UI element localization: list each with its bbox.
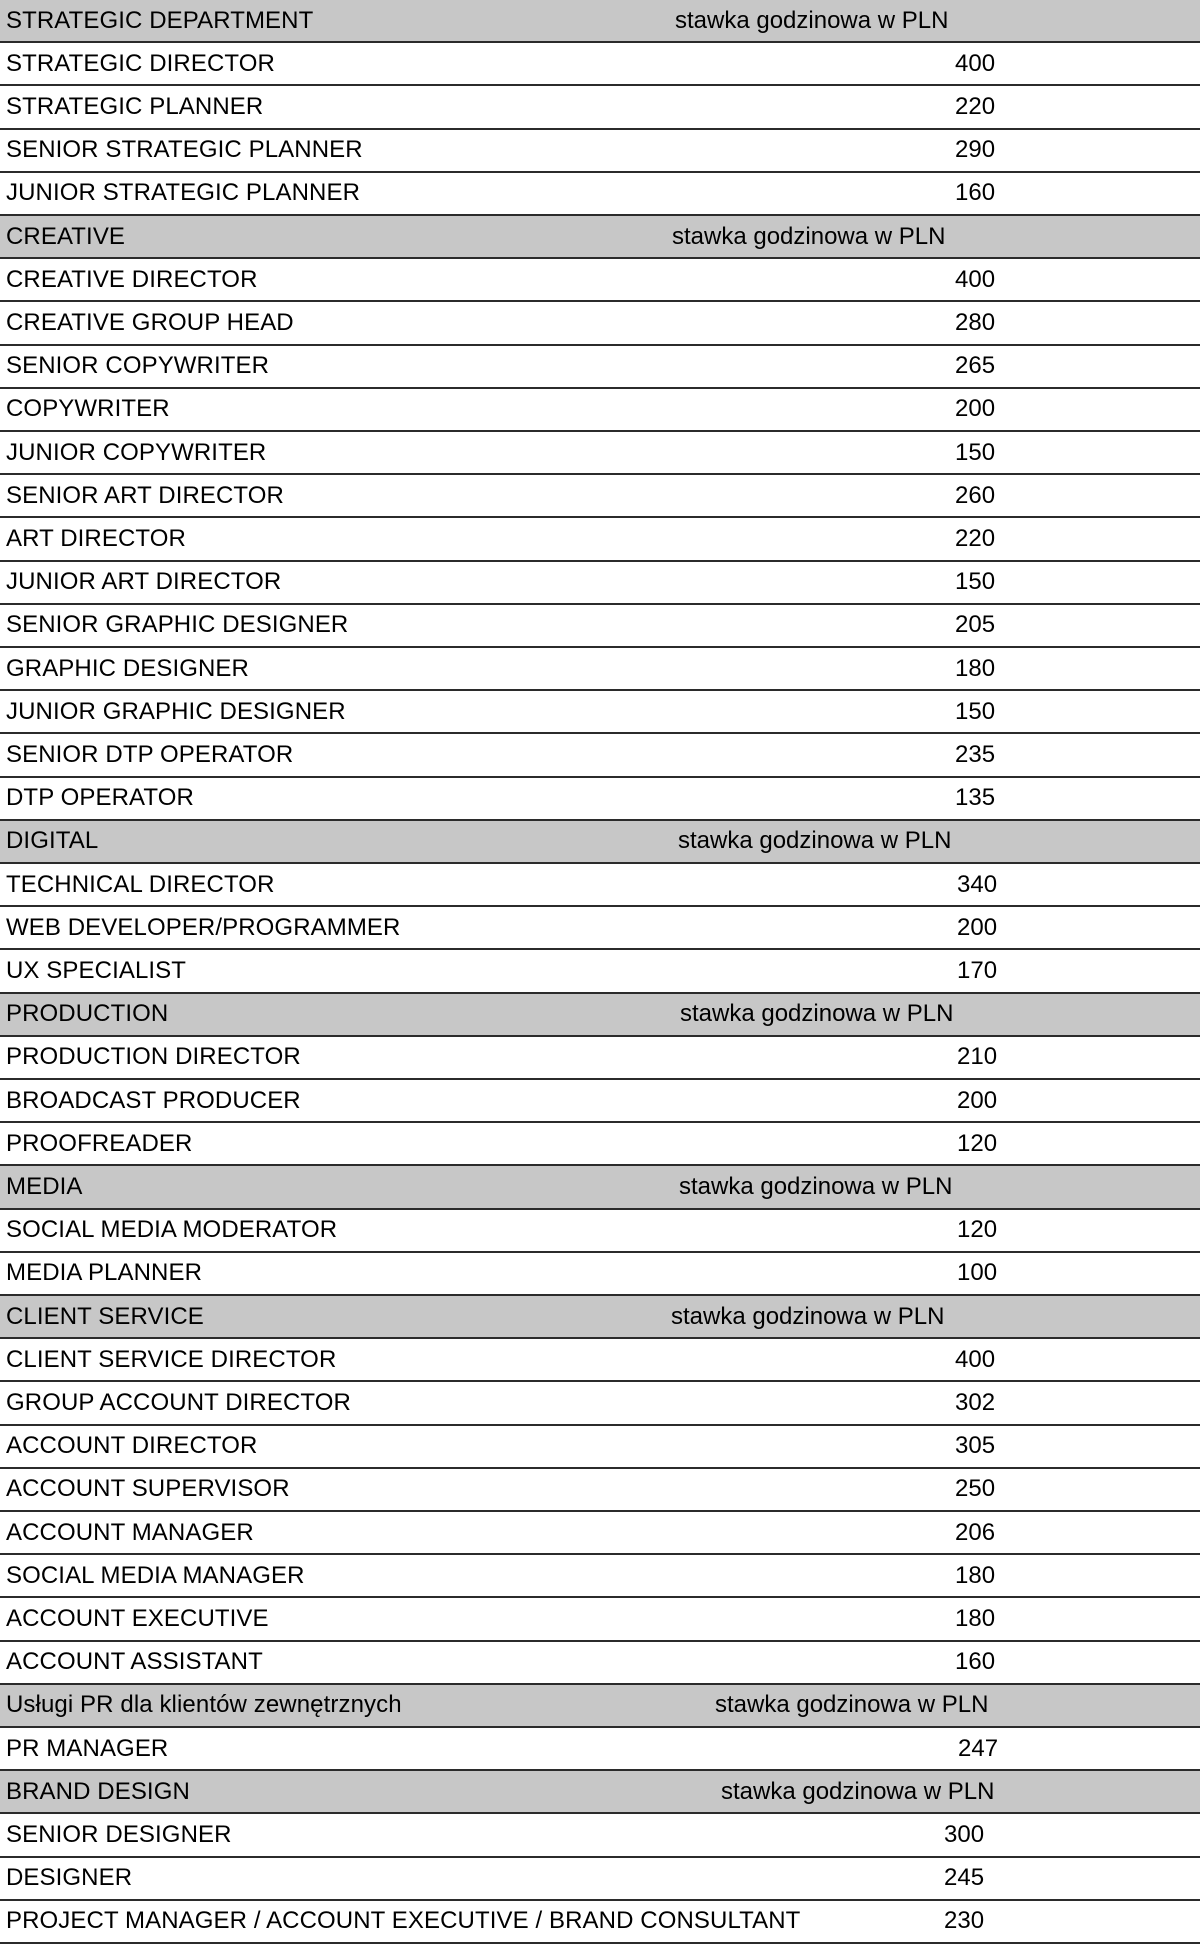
hourly-rate: 245 xyxy=(944,1864,985,1892)
role-name: JUNIOR GRAPHIC DESIGNER xyxy=(6,697,346,725)
role-name: CREATIVE GROUP HEAD xyxy=(6,308,294,336)
table-row xyxy=(0,173,1200,216)
role-name: SOCIAL MEDIA MODERATOR xyxy=(6,1216,338,1244)
role-name: SENIOR STRATEGIC PLANNER xyxy=(6,136,363,164)
table-row xyxy=(0,1123,1200,1166)
table-row xyxy=(0,43,1200,86)
section-title: BRAND DESIGN xyxy=(6,1777,190,1805)
table-row xyxy=(0,1469,1200,1512)
section-header xyxy=(0,1771,1200,1814)
table-row xyxy=(0,562,1200,605)
table-row xyxy=(0,1555,1200,1598)
role-name: JUNIOR ART DIRECTOR xyxy=(6,568,282,596)
hourly-rate: 305 xyxy=(955,1432,996,1460)
table-row xyxy=(0,1210,1200,1253)
role-name: BROADCAST PRODUCER xyxy=(6,1086,301,1114)
table-row xyxy=(0,1253,1200,1296)
hourly-rate: 120 xyxy=(957,1129,998,1157)
hourly-rate: 260 xyxy=(955,481,996,509)
hourly-rate: 400 xyxy=(955,265,996,293)
role-name: PR MANAGER xyxy=(6,1734,169,1762)
hourly-rate: 150 xyxy=(955,438,996,466)
section-header xyxy=(0,0,1200,43)
role-name: PROJECT MANAGER / ACCOUNT EXECUTIVE / BRAND CONSULTANT xyxy=(6,1907,801,1935)
table-row xyxy=(0,1426,1200,1469)
hourly-rate: 180 xyxy=(955,654,996,682)
table-row xyxy=(0,1080,1200,1123)
rate-column-header: stawka godzinowa w PLN xyxy=(671,1302,945,1330)
rate-column-header: stawka godzinowa w PLN xyxy=(675,6,949,34)
table-row xyxy=(0,648,1200,691)
role-name: UX SPECIALIST xyxy=(6,956,187,984)
role-name: GRAPHIC DESIGNER xyxy=(6,654,249,682)
table-row xyxy=(0,950,1200,993)
hourly-rate: 247 xyxy=(958,1734,999,1762)
table-row xyxy=(0,432,1200,475)
hourly-rate: 400 xyxy=(955,1345,996,1373)
table-row xyxy=(0,1339,1200,1382)
role-name: ACCOUNT DIRECTOR xyxy=(6,1432,258,1460)
role-name: COPYWRITER xyxy=(6,395,170,423)
table-row xyxy=(0,346,1200,389)
table-row xyxy=(0,302,1200,345)
hourly-rate: 180 xyxy=(955,1604,996,1632)
hourly-rate: 220 xyxy=(955,92,996,120)
table-row xyxy=(0,1598,1200,1641)
hourly-rate: 100 xyxy=(957,1259,998,1287)
table-row xyxy=(0,475,1200,518)
hourly-rate: 170 xyxy=(957,956,998,984)
hourly-rate: 200 xyxy=(955,395,996,423)
role-name: ACCOUNT EXECUTIVE xyxy=(6,1604,269,1632)
hourly-rate: 302 xyxy=(955,1388,996,1416)
hourly-rate: 150 xyxy=(955,568,996,596)
section-header xyxy=(0,1166,1200,1209)
hourly-rate: 210 xyxy=(957,1043,998,1071)
role-name: JUNIOR COPYWRITER xyxy=(6,438,267,466)
section-header xyxy=(0,821,1200,864)
hourly-rate: 200 xyxy=(957,913,998,941)
hourly-rate: 160 xyxy=(955,1648,996,1676)
rate-column-header: stawka godzinowa w PLN xyxy=(678,827,952,855)
hourly-rate: 230 xyxy=(944,1907,985,1935)
rate-column-header: stawka godzinowa w PLN xyxy=(715,1691,989,1719)
section-title: CLIENT SERVICE xyxy=(6,1302,204,1330)
hourly-rate: 235 xyxy=(955,740,996,768)
hourly-rate: 250 xyxy=(955,1475,996,1503)
hourly-rate: 340 xyxy=(957,870,998,898)
section-header xyxy=(0,216,1200,259)
rate-column-header: stawka godzinowa w PLN xyxy=(721,1777,995,1805)
table-row xyxy=(0,259,1200,302)
role-name: SOCIAL MEDIA MANAGER xyxy=(6,1561,305,1589)
table-row xyxy=(0,518,1200,561)
hourly-rate: 400 xyxy=(955,49,996,77)
hourly-rate: 205 xyxy=(955,611,996,639)
role-name: CREATIVE DIRECTOR xyxy=(6,265,258,293)
hourly-rate: 180 xyxy=(955,1561,996,1589)
hourly-rate: 290 xyxy=(955,136,996,164)
role-name: STRATEGIC DIRECTOR xyxy=(6,49,275,77)
section-header xyxy=(0,994,1200,1037)
role-name: STRATEGIC PLANNER xyxy=(6,92,264,120)
table-row xyxy=(0,1901,1200,1944)
section-title: Usługi PR dla klientów zewnętrznych xyxy=(6,1691,402,1719)
table-row xyxy=(0,864,1200,907)
role-name: CLIENT SERVICE DIRECTOR xyxy=(6,1345,337,1373)
rate-column-header: stawka godzinowa w PLN xyxy=(679,1172,953,1200)
section-title: PRODUCTION xyxy=(6,1000,169,1028)
rate-column-header: stawka godzinowa w PLN xyxy=(672,222,946,250)
hourly-rate: 220 xyxy=(955,524,996,552)
table-row xyxy=(0,734,1200,777)
table-row xyxy=(0,907,1200,950)
role-name: SENIOR GRAPHIC DESIGNER xyxy=(6,611,349,639)
role-name: ACCOUNT SUPERVISOR xyxy=(6,1475,290,1503)
role-name: WEB DEVELOPER/PROGRAMMER xyxy=(6,913,401,941)
role-name: PROOFREADER xyxy=(6,1129,193,1157)
role-name: ACCOUNT MANAGER xyxy=(6,1518,254,1546)
section-title: MEDIA xyxy=(6,1172,83,1200)
role-name: SENIOR DTP OPERATOR xyxy=(6,740,294,768)
table-row xyxy=(0,1512,1200,1555)
table-row xyxy=(0,1858,1200,1901)
role-name: GROUP ACCOUNT DIRECTOR xyxy=(6,1388,351,1416)
hourly-rate: 120 xyxy=(957,1216,998,1244)
section-header xyxy=(0,1296,1200,1339)
role-name: DESIGNER xyxy=(6,1864,133,1892)
table-row xyxy=(0,86,1200,129)
hourly-rate: 265 xyxy=(955,352,996,380)
table-row xyxy=(0,389,1200,432)
role-name: ART DIRECTOR xyxy=(6,524,186,552)
role-name: DTP OPERATOR xyxy=(6,784,194,812)
role-name: TECHNICAL DIRECTOR xyxy=(6,870,275,898)
section-title: STRATEGIC DEPARTMENT xyxy=(6,6,314,34)
table-row xyxy=(0,1382,1200,1425)
hourly-rate: 150 xyxy=(955,697,996,725)
role-name: SENIOR COPYWRITER xyxy=(6,352,270,380)
hourly-rate: 300 xyxy=(944,1820,985,1848)
table-row xyxy=(0,1728,1200,1771)
role-name: MEDIA PLANNER xyxy=(6,1259,203,1287)
section-title: DIGITAL xyxy=(6,827,99,855)
hourly-rate: 206 xyxy=(955,1518,996,1546)
table-row xyxy=(0,605,1200,648)
role-name: PRODUCTION DIRECTOR xyxy=(6,1043,301,1071)
role-name: JUNIOR STRATEGIC PLANNER xyxy=(6,179,360,207)
section-header xyxy=(0,1685,1200,1728)
role-name: SENIOR DESIGNER xyxy=(6,1820,232,1848)
role-name: ACCOUNT ASSISTANT xyxy=(6,1648,263,1676)
table-row xyxy=(0,1642,1200,1685)
hourly-rate: 280 xyxy=(955,308,996,336)
rate-column-header: stawka godzinowa w PLN xyxy=(680,1000,954,1028)
table-row xyxy=(0,691,1200,734)
table-row xyxy=(0,778,1200,821)
hourly-rate: 160 xyxy=(955,179,996,207)
section-title: CREATIVE xyxy=(6,222,126,250)
role-name: SENIOR ART DIRECTOR xyxy=(6,481,284,509)
hourly-rate: 135 xyxy=(955,784,996,812)
table-row xyxy=(0,130,1200,173)
hourly-rate: 200 xyxy=(957,1086,998,1114)
table-row xyxy=(0,1814,1200,1857)
table-row xyxy=(0,1037,1200,1080)
